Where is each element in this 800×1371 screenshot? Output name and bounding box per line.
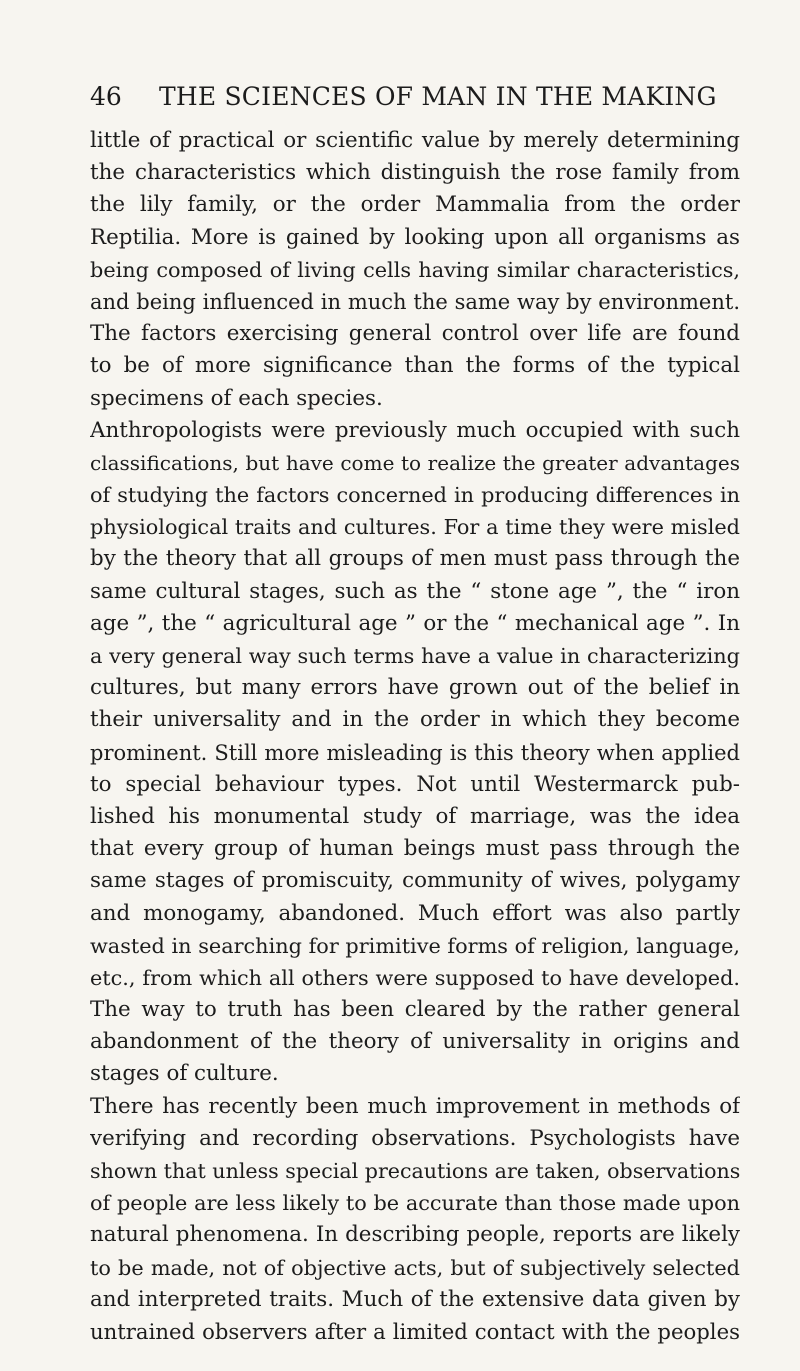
text-line: stages of culture.: [90, 1061, 279, 1087]
text-line: natural phenomena. In describing people, reports are likely: [90, 1222, 740, 1248]
text-line: a very general way such terms have a value in characterizing: [90, 644, 740, 668]
text-line: their universality and in the order in which they become: [90, 707, 740, 733]
text-line: Reptilia. More is gained by looking upon all organisms as: [90, 224, 740, 250]
running-title: THE SCIENCES OF MAN IN THE MAKING: [159, 82, 717, 111]
text-line: abandonment of the theory of universality in origins and: [90, 1029, 740, 1055]
text-line: cultures, but many errors have grown out of the belief in: [90, 675, 740, 701]
text-line: classifications, but have come to realize the greater advantages: [90, 450, 740, 475]
text-line: to special behaviour types. Not until Westermarck pub-: [90, 771, 740, 797]
text-line: wasted in searching for primitive forms of religion, language,: [90, 933, 740, 958]
text-line: shown that unless special precautions are taken, observations: [90, 1159, 740, 1183]
text-line: same stages of promiscuity, community of wives, polygamy: [90, 868, 740, 894]
body-text: [90, 125, 740, 1348]
text-line: lished his monumental study of marriage, was the idea: [90, 803, 740, 829]
running-head: [90, 80, 740, 114]
text-line: to be made, not of objective acts, but of subjectively selected: [90, 1255, 740, 1280]
text-line: of people are less likely to be accurate than those made upon: [90, 1191, 740, 1216]
text-line: that every group of human beings must pass through the: [90, 836, 740, 862]
text-line: being composed of living cells having similar characteristics,: [90, 257, 740, 282]
text-line: to be of more significance than the forms of the typical: [90, 353, 740, 379]
text-line: untrained observers after a limited contact with the peoples: [90, 1318, 740, 1344]
text-line: Anthropologists were previously much occupied with such: [90, 417, 740, 443]
text-line: etc., from which all others were supposed to have developed.: [90, 965, 740, 990]
text-line: and interpreted traits. Much of the extensive data given by: [90, 1286, 740, 1312]
text-line: There has recently been much improvement in methods of: [90, 1093, 740, 1119]
text-line: the characteristics which distinguish the rose family from: [90, 160, 740, 186]
text-line: physiological traits and cultures. For a time they were misled: [90, 515, 740, 540]
page-number: 46: [90, 82, 122, 111]
text-line: specimens of each species.: [90, 385, 383, 411]
text-line: same cultural stages, such as the “ stone age ”, the “ iron: [90, 578, 740, 604]
text-line: verifying and recording observations. Psychologists have: [90, 1125, 740, 1151]
text-line: and monogamy, abandoned. Much effort was also partly: [90, 900, 740, 926]
text-line: little of practical or scientific value by merely determining: [90, 128, 740, 153]
text-line: by the theory that all groups of men must pass through the: [90, 546, 740, 572]
text-line: The way to truth has been cleared by the rather general: [90, 997, 740, 1023]
text-line: of studying the factors concerned in producing differences in: [90, 483, 740, 508]
text-line: the lily family, or the order Mammalia from the order: [90, 192, 740, 218]
text-line: and being influenced in much the same way by environment.: [90, 289, 740, 314]
text-line: age ”, the “ agricultural age ” or the “ mechanical age ”. In: [90, 610, 740, 636]
text-line: The factors exercising general control over life are found: [90, 321, 740, 347]
text-line: prominent. Still more misleading is this theory when applied: [90, 740, 740, 765]
